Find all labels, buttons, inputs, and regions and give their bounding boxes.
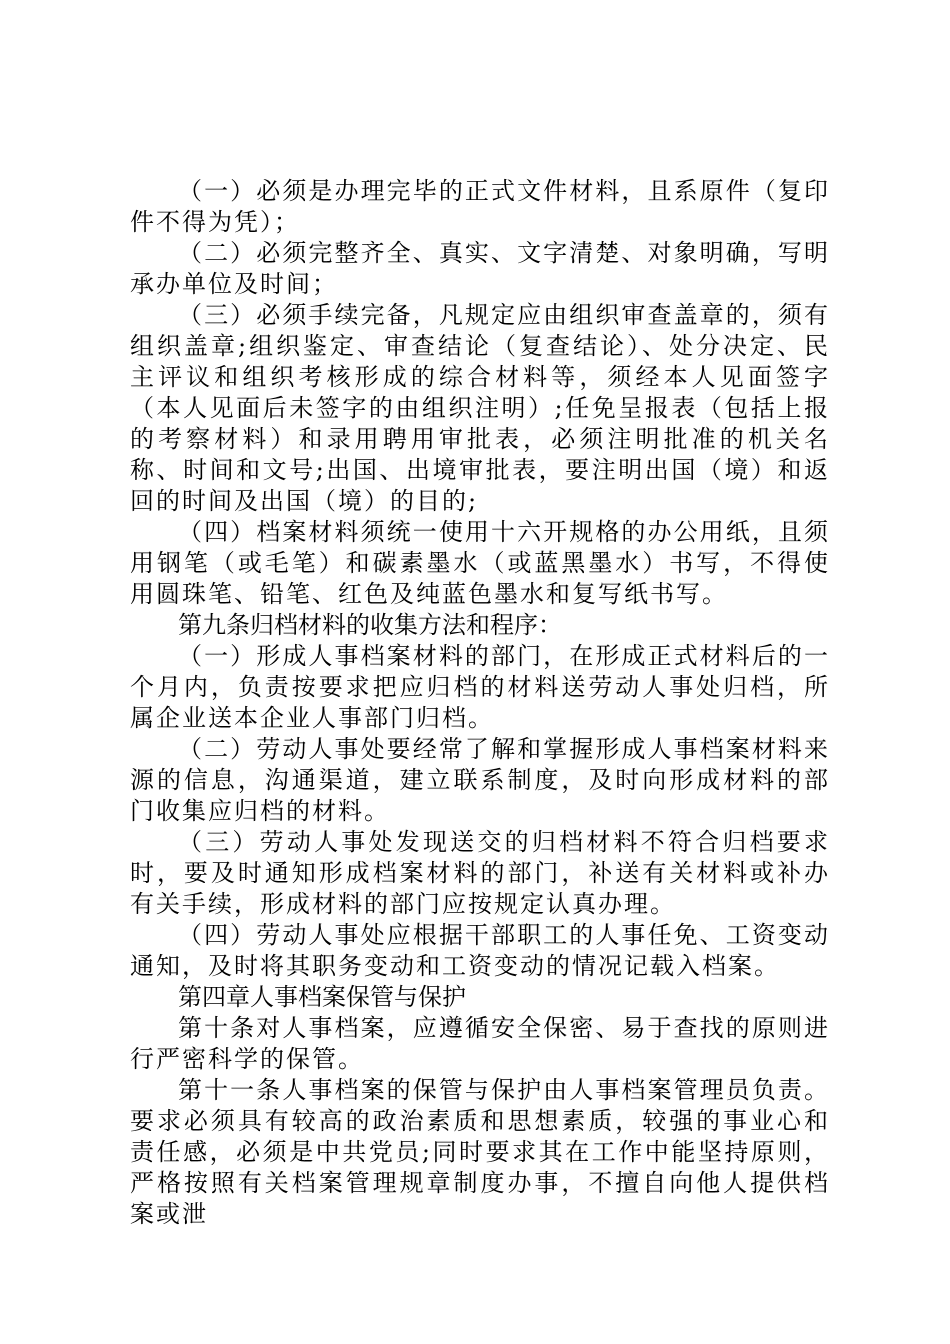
paragraph-item-5: （一）形成人事档案材料的部门，在形成正式材料后的一个月内，负责按要求把应归档的材料送劳动人事处归档，所属企业送本企业人事部门归档。 bbox=[130, 642, 830, 732]
paragraph-item-1: （一）必须是办理完毕的正式文件材料，且系原件（复印件不得为凭）； bbox=[130, 177, 830, 236]
article-11-paragraph: 第十一条人事档案的保管与保护由人事档案管理员负责。要求必须具有较高的政治素质和思想素质，较强的事业心和责任感，必须是中共党员;同时要求其在工作中能坚持原则，严格按照有关档案管理规章制度办事，不擅自向他人提供档案或泄 bbox=[130, 1076, 830, 1228]
paragraph-item-4: （四）档案材料须统一使用十六开规格的办公用纸，且须用钢笔（或毛笔）和碳素墨水（或蓝黑墨水）书写，不得使用圆珠笔、铅笔、红色及纯蓝色墨水和复写纸书写。 bbox=[130, 518, 830, 608]
paragraph-item-3: （三）必须手续完备，凡规定应由组织审查盖章的，须有组织盖章;组织鉴定、审查结论（复查结论）、处分决定、民主评议和组织考核形成的综合材料等，须经本人见面签字（本人见面后未签字的由组织注明）;任免呈报表（包括上报的考察材料）和录用聘用审批表，必须注明批准的机关名称、时间和文号;出国、出境审批表，要注明出国（境）和返回的时间及出国（境）的目的; bbox=[130, 301, 830, 515]
chapter-4-heading: 第四章人事档案保管与保护 bbox=[178, 983, 466, 1011]
paragraph-item-2: （二）必须完整齐全、真实、文字清楚、对象明确，写明承办单位及时间； bbox=[130, 239, 830, 298]
paragraph-item-6: （二）劳动人事处要经常了解和掌握形成人事档案材料来源的信息，沟通渠道，建立联系制度，及时向形成材料的部门收集应归档的材料。 bbox=[130, 735, 830, 825]
paragraph-item-7: （三）劳动人事处发现送交的归档材料不符合归档要求时，要及时通知形成档案材料的部门，补送有关材料或补办有关手续，形成材料的部门应按规定认真办理。 bbox=[130, 828, 830, 918]
article-9-heading: 第九条归档材料的收集方法和程序： bbox=[178, 611, 562, 639]
paragraph-item-8: （四）劳动人事处应根据干部职工的人事任免、工资变动通知，及时将其职务变动和工资变动的情况记载入档案。 bbox=[130, 921, 830, 980]
document-body bbox=[130, 176, 830, 1230]
article-10-paragraph: 第十条对人事档案，应遵循安全保密、易于查找的原则进行严密科学的保管。 bbox=[130, 1014, 830, 1073]
